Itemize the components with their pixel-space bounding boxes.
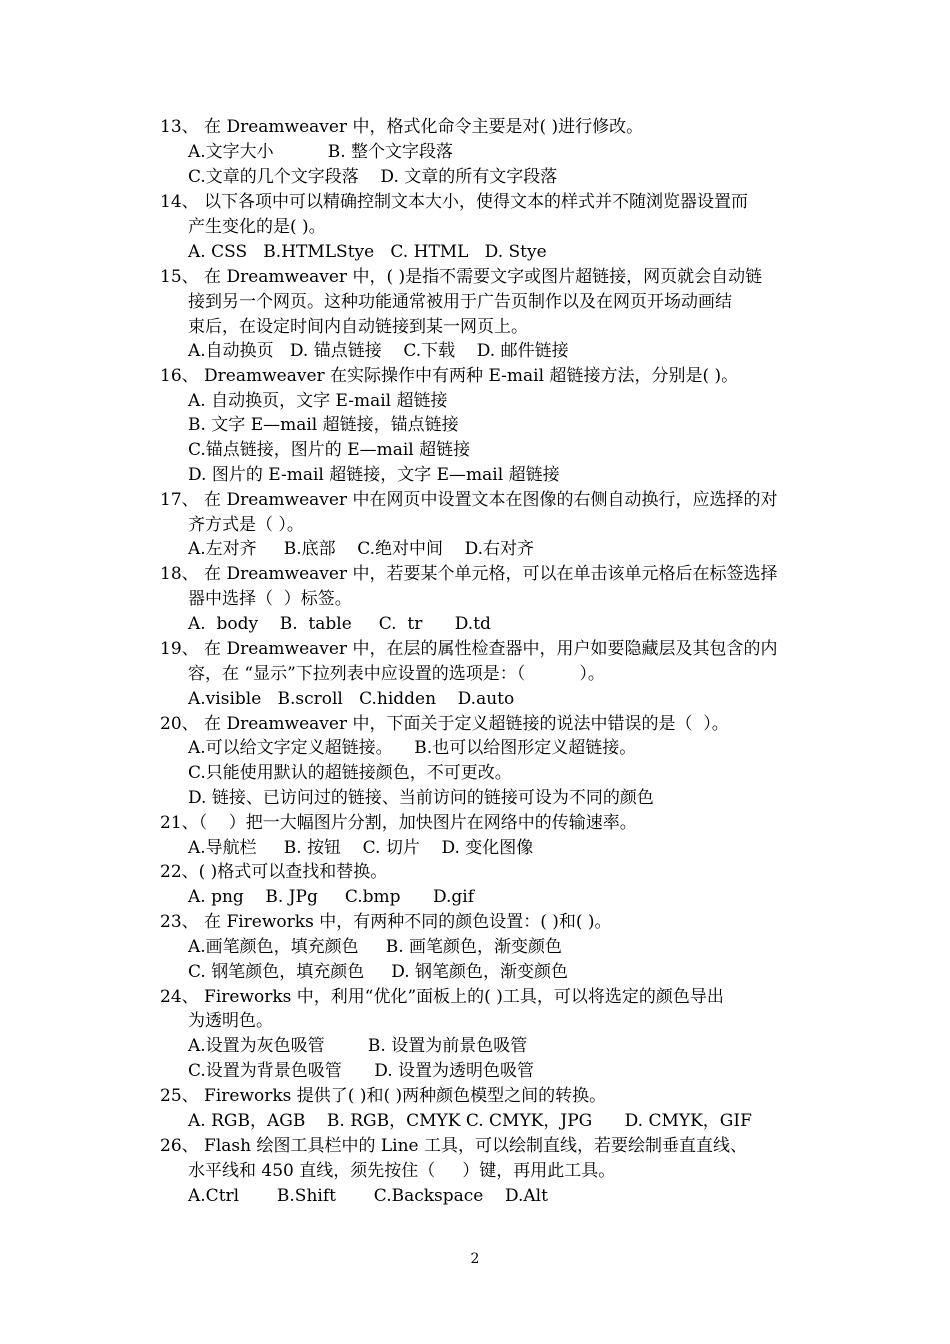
q23-stem: 23、 在 Fireworks 中，有两种不同的颜色设置：( )和( )。 [160, 912, 612, 932]
q17-stem: 17、 在 Dreamweaver 中在网页中设置文本在图像的右侧自动换行，应选择的对 [160, 490, 778, 510]
q13-options-cd: C.文章的几个文字段落 D. 文章的所有文字段落 [188, 167, 558, 187]
q16-option-c: C.锚点链接，图片的 E—mail 超链接 [188, 440, 471, 460]
q24-stem-cont: 为透明色。 [188, 1011, 273, 1031]
q20-option-d: D. 链接、已访问过的链接、当前访问的链接可设为不同的颜色 [188, 788, 654, 808]
q16-stem: 16、 Dreamweaver 在实际操作中有两种 E-mail 超链接方法，分别是( )。 [160, 366, 739, 386]
q13-options-ab: A.文字大小 B. 整个文字段落 [188, 142, 454, 162]
q20-stem: 20、 在 Dreamweaver 中，下面关于定义超链接的说法中错误的是（ ）。 [160, 714, 729, 734]
q25-options: A. RGB，AGB B. RGB，CMYK C. CMYK，JPG D. CMYK，GIF [188, 1111, 752, 1131]
q20-options-ab: A.可以给文字定义超链接。 B.也可以给图形定义超链接。 [188, 738, 637, 758]
q13-stem: 13、 在 Dreamweaver 中，格式化命令主要是对( )进行修改。 [160, 117, 644, 137]
q24-options-ab: A.设置为灰色吸管 B. 设置为前景色吸管 [188, 1036, 528, 1056]
q21-options: A.导航栏 B. 按钮 C. 切片 D. 变化图像 [188, 838, 534, 858]
q22-options: A. png B. JPg C.bmp D.gif [188, 887, 475, 907]
q15-stem-cont-1: 接到另一个网页。这种功能通常被用于广告页制作以及在网页开场动画结 [188, 292, 732, 312]
q22-stem: 22、( )格式可以查找和替换。 [160, 862, 388, 882]
q23-options-cd: C. 钢笔颜色，填充颜色 D. 钢笔颜色，渐变颜色 [188, 962, 569, 982]
q23-options-ab: A.画笔颜色，填充颜色 B. 画笔颜色，渐变颜色 [188, 937, 562, 957]
page-number: 2 [470, 1251, 480, 1267]
q16-option-a: A. 自动换页，文字 E-mail 超链接 [188, 391, 448, 411]
q17-options: A.左对齐 B.底部 C.绝对中间 D.右对齐 [188, 539, 535, 559]
q18-options: A. body B. table C. tr D.td [188, 614, 491, 634]
q26-stem-cont: 水平线和 450 直线，须先按住（ ）键，再用此工具。 [188, 1161, 616, 1181]
q16-option-b: B. 文字 E—mail 超链接，锚点链接 [188, 415, 459, 435]
q15-options: A.自动换页 D. 锚点链接 C.下载 D. 邮件链接 [188, 341, 569, 361]
q15-stem: 15、 在 Dreamweaver 中，( )是指不需要文字或图片超链接，网页就会自动链 [160, 267, 763, 287]
q24-stem: 24、 Fireworks 中，利用“优化”面板上的( )工具，可以将选定的颜色导出 [160, 987, 724, 1007]
q19-stem-cont: 容，在 “显示”下拉列表中应设置的选项是：（ ）。 [188, 664, 605, 684]
q19-options: A.visible B.scroll C.hidden D.auto [188, 689, 515, 709]
q17-stem-cont: 齐方式是（ ）。 [188, 515, 304, 535]
q20-option-c: C.只能使用默认的超链接颜色，不可更改。 [188, 763, 512, 783]
q25-stem: 25、 Fireworks 提供了( )和( )两种颜色模型之间的转换。 [160, 1086, 607, 1106]
q21-stem: 21、（ ）把一大幅图片分割，加快图片在网络中的传输速率。 [160, 813, 637, 833]
q15-stem-cont-2: 束后，在设定时间内自动链接到某一网页上。 [188, 317, 528, 337]
q26-options: A.Ctrl B.Shift C.Backspace D.Alt [188, 1186, 548, 1206]
q18-stem: 18、 在 Dreamweaver 中，若要某个单元格，可以在单击该单元格后在标签选择 [160, 564, 778, 584]
q16-option-d: D. 图片的 E-mail 超链接，文字 E—mail 超链接 [188, 465, 560, 485]
q26-stem: 26、 Flash 绘图工具栏中的 Line 工具，可以绘制直线，若要绘制垂直直线、 [160, 1136, 748, 1156]
q14-stem-cont: 产生变化的是( )。 [188, 217, 326, 237]
q14-options: A. CSS B.HTMLStye C. HTML D. Stye [188, 242, 547, 262]
q24-options-cd: C.设置为背景色吸管 D. 设置为透明色吸管 [188, 1061, 535, 1081]
q18-stem-cont: 器中选择（ ）标签。 [188, 589, 352, 609]
q14-stem: 14、 以下各项中可以精确控制文本大小，使得文本的样式并不随浏览器设置而 [160, 192, 749, 212]
q19-stem: 19、 在 Dreamweaver 中，在层的属性检查器中，用户如要隐藏层及其包含的内 [160, 639, 778, 659]
